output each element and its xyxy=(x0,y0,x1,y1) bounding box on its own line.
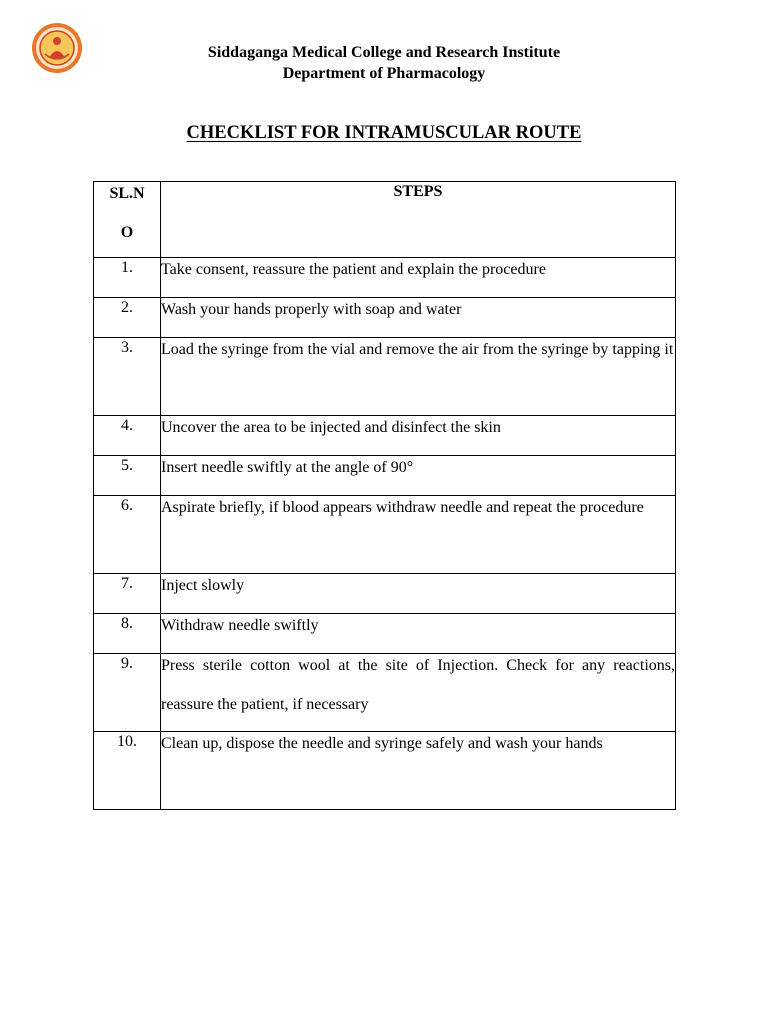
column-header-serial-number xyxy=(94,182,161,258)
table-row xyxy=(94,496,676,574)
document-title: CHECKLIST FOR INTRAMUSCULAR ROUTE xyxy=(186,123,582,143)
step-number: 10. xyxy=(94,732,161,810)
step-text-content: Wash your hands properly with soap and water xyxy=(161,301,462,318)
step-number: 5. xyxy=(94,456,161,496)
step-text-content: Load the syringe from the vial and remove the air from the syringe by tapping it xyxy=(161,341,674,358)
step-number: 3. xyxy=(94,338,161,416)
step-text xyxy=(161,338,676,416)
step-text-content: Aspirate briefly, if blood appears withdraw needle and repeat the procedure xyxy=(161,499,644,516)
step-number: 4. xyxy=(94,416,161,456)
step-text-content: Take consent, reassure the patient and explain the procedure xyxy=(161,261,546,278)
table-row xyxy=(94,732,676,810)
step-number: 9. xyxy=(94,654,161,732)
table-row xyxy=(94,654,676,732)
checklist-table xyxy=(93,181,676,810)
step-text-content: Clean up, dispose the needle and syringe safely and wash your hands xyxy=(161,735,603,752)
step-text xyxy=(161,654,676,732)
step-text-content: Insert needle swiftly at the angle of 90° xyxy=(161,459,414,476)
institution-name: Siddaganga Medical College and Research Institute xyxy=(207,44,561,61)
table-header-row xyxy=(94,182,676,258)
step-number: 2. xyxy=(94,298,161,338)
step-number: 6. xyxy=(94,496,161,574)
step-number: 1. xyxy=(94,258,161,298)
step-text-content: Uncover the area to be injected and disinfect the skin xyxy=(161,419,501,436)
column-header-serial-line1: SL.N xyxy=(109,185,145,202)
step-text xyxy=(161,732,676,810)
department-name: Department of Pharmacology xyxy=(282,65,486,82)
step-text-content: Inject slowly xyxy=(161,577,245,594)
table-row xyxy=(94,338,676,416)
step-number: 8. xyxy=(94,614,161,654)
document-header xyxy=(0,42,768,84)
column-header-serial-line2: O xyxy=(120,224,134,241)
column-header-steps: STEPS xyxy=(161,182,676,258)
step-number: 7. xyxy=(94,574,161,614)
step-text-content: Press sterile cotton wool at the site of Injection. Check for any reactions, reassure the patient, if necessary xyxy=(161,657,675,713)
step-text xyxy=(161,496,676,574)
step-text-content: Withdraw needle swiftly xyxy=(161,617,319,634)
